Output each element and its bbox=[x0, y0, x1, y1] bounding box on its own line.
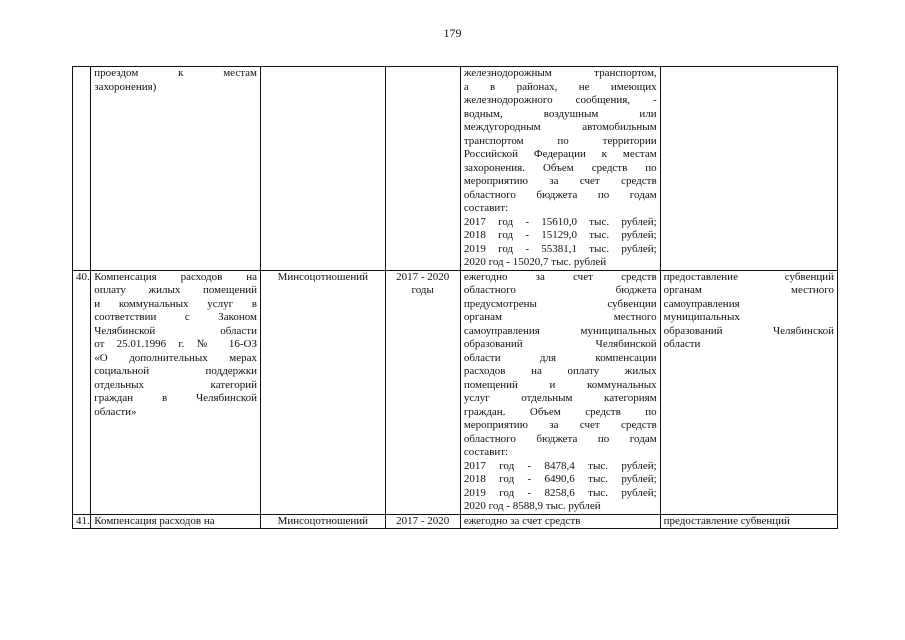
cell-line: социальной поддержки bbox=[94, 365, 257, 377]
cell-line: 2020 год - 8588,9 тыс. рублей bbox=[463, 500, 601, 512]
cell-line: 2017 - 2020 bbox=[396, 270, 450, 283]
cell-line: водным, воздушным или bbox=[463, 107, 657, 120]
cell-term bbox=[385, 67, 460, 271]
cell-term bbox=[385, 514, 460, 529]
cell-line: области bbox=[663, 338, 701, 350]
cell-line: 2020 год - 15020,7 тыс. рублей bbox=[463, 256, 607, 268]
cell-line: области» bbox=[94, 405, 137, 418]
cell-line: мероприятию за счет средств bbox=[463, 419, 657, 431]
cell-line: помещений и коммунальных bbox=[463, 378, 657, 391]
cell-description bbox=[460, 270, 660, 514]
table-row bbox=[73, 514, 838, 529]
cell-line: отдельных категорий bbox=[94, 378, 257, 391]
cell-line: от 25.01.1996 г. № 16-ОЗ bbox=[94, 338, 257, 350]
cell-line: 2018 год - 6490,6 тыс. рублей; bbox=[463, 473, 657, 485]
cell-executor: Минсоцотношений bbox=[261, 270, 386, 514]
cell-line: а в районах, не имеющих bbox=[463, 80, 657, 93]
cell-line: захоронения. Объем средств по bbox=[463, 161, 657, 174]
cell-num: 40. bbox=[73, 270, 91, 514]
cell-line: составит: bbox=[463, 202, 509, 214]
cell-num: 41. bbox=[73, 514, 91, 529]
cell-line: Компенсация расходов на bbox=[94, 270, 257, 283]
cell-line: железнодорожного сообщения, - bbox=[463, 94, 657, 106]
cell-line: 2017 год - 8478,4 тыс. рублей; bbox=[463, 459, 657, 472]
cell-num bbox=[73, 67, 91, 271]
cell-line: захоронения) bbox=[94, 80, 157, 93]
table-row bbox=[73, 270, 838, 514]
cell-executor: Минсоцотношений bbox=[261, 514, 386, 529]
cell-line: образований Челябинской bbox=[463, 338, 657, 350]
cell-description bbox=[460, 514, 660, 529]
cell-line: оплату жилых помещений bbox=[94, 284, 257, 296]
cell-result bbox=[660, 67, 837, 271]
cell-line: Компенсация расходов на bbox=[94, 514, 215, 527]
cell-line: областного бюджета по годам bbox=[463, 432, 657, 445]
cell-result bbox=[660, 270, 837, 514]
cell-line: мероприятию за счет средств bbox=[463, 175, 657, 187]
cell-line: ежегодно за счет средств bbox=[463, 270, 657, 283]
cell-line: муниципальных bbox=[663, 311, 740, 323]
cell-line: Российской Федерации к местам bbox=[463, 148, 657, 160]
cell-executor bbox=[261, 67, 386, 271]
cell-line: самоуправления bbox=[663, 297, 740, 310]
cell-line: предоставление субвенций bbox=[663, 514, 790, 527]
cell-description bbox=[460, 67, 660, 271]
cell-line: органам местного bbox=[663, 284, 834, 296]
cell-line: годы bbox=[411, 284, 434, 296]
cell-line: области для компенсации bbox=[463, 351, 657, 364]
cell-result bbox=[660, 514, 837, 529]
cell-line: самоуправления муниципальных bbox=[463, 324, 657, 337]
cell-line: транспортом по территории bbox=[463, 134, 657, 147]
cell-line: 2019 год - 8258,6 тыс. рублей; bbox=[463, 486, 657, 499]
cell-name bbox=[91, 67, 261, 271]
table-row bbox=[73, 67, 838, 271]
cell-line: предусмотрены субвенции bbox=[463, 297, 657, 310]
cell-line: областного бюджета bbox=[463, 284, 657, 296]
cell-name bbox=[91, 270, 261, 514]
cell-line: междугородным автомобильным bbox=[463, 121, 657, 133]
table-body bbox=[73, 67, 838, 529]
cell-line: соответствии с Законом bbox=[94, 311, 257, 323]
cell-line: областного бюджета по годам bbox=[463, 188, 657, 201]
table-container bbox=[72, 66, 838, 626]
cell-line: 2017 - 2020 bbox=[396, 514, 450, 527]
cell-line: и коммунальных услуг в bbox=[94, 297, 257, 310]
cell-line: 2017 год - 15610,0 тыс. рублей; bbox=[463, 215, 657, 228]
cell-line: услуг отдельным категориям bbox=[463, 392, 657, 404]
cell-line: граждан в Челябинской bbox=[94, 392, 257, 404]
cell-line: органам местного bbox=[463, 311, 657, 323]
cell-line: образований Челябинской bbox=[663, 324, 834, 337]
cell-line: предоставление субвенций bbox=[663, 270, 834, 283]
cell-line: «О дополнительных мерах bbox=[94, 351, 257, 364]
cell-line: Челябинской области bbox=[94, 324, 257, 337]
cell-line: составит: bbox=[463, 446, 509, 458]
cell-name bbox=[91, 514, 261, 529]
cell-line: граждан. Объем средств по bbox=[463, 405, 657, 418]
cell-line: проездом к местам bbox=[94, 67, 257, 79]
cell-term bbox=[385, 270, 460, 514]
page-number: 179 bbox=[443, 26, 462, 40]
cell-line: ежегодно за счет средств bbox=[463, 514, 581, 527]
measures-table bbox=[72, 66, 838, 529]
cell-line: 2019 год - 55381,1 тыс. рублей; bbox=[463, 242, 657, 255]
cell-line: расходов на оплату жилых bbox=[463, 365, 657, 377]
cell-line: железнодорожным транспортом, bbox=[463, 67, 657, 79]
cell-line: 2018 год - 15129,0 тыс. рублей; bbox=[463, 229, 657, 241]
